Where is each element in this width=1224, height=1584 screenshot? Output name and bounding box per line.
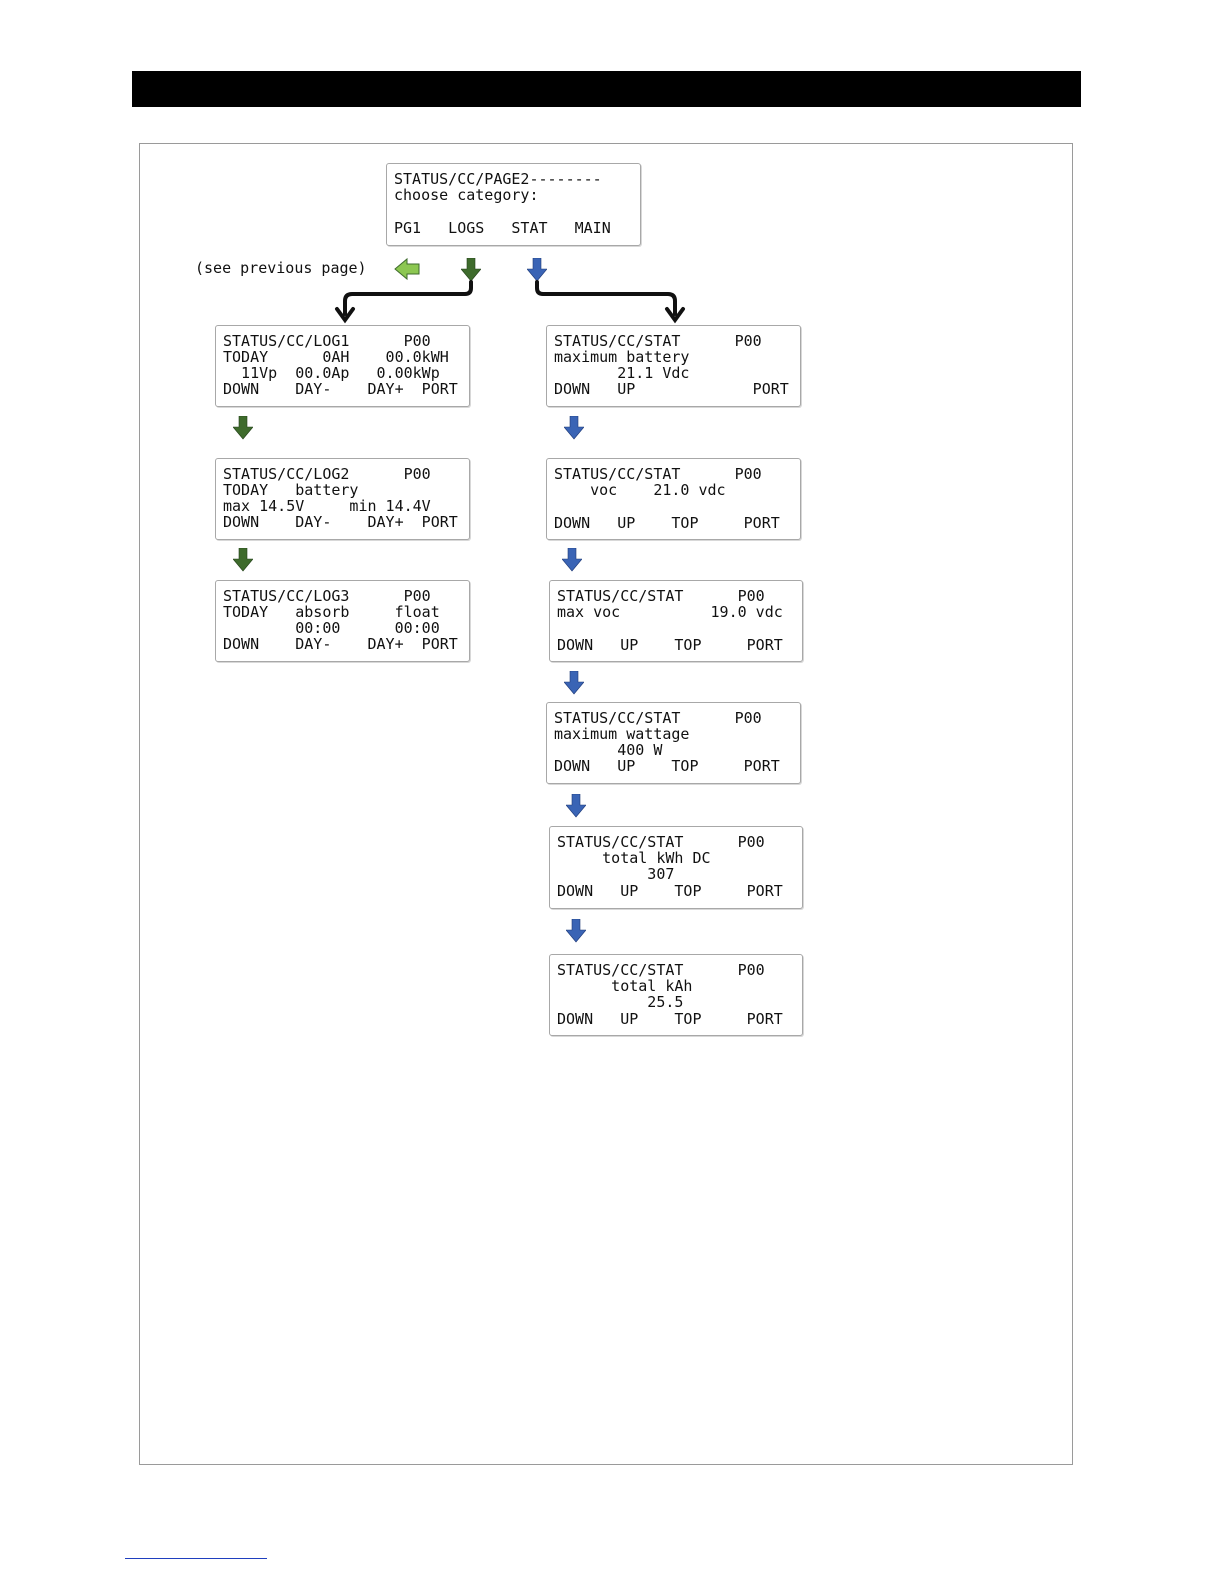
lcd-line: max voc 19.0 vdc	[557, 603, 783, 621]
curved-connector-arrow	[537, 282, 683, 320]
arrow-down-icon	[564, 671, 584, 694]
lcd-line: voc 21.0 vdc	[554, 481, 726, 499]
lcd-line: max 14.5V min 14.4V	[223, 497, 431, 515]
arrow-down-icon	[233, 548, 253, 571]
lcd-line: maximum wattage	[554, 725, 690, 743]
lcd-softkey-line: DOWN DAY- DAY+ PORT	[223, 380, 458, 398]
lcd-line: STATUS/CC/STAT P00	[554, 709, 762, 727]
lcd-line: STATUS/CC/PAGE2--------	[394, 170, 602, 188]
lcd-softkey-line: DOWN UP TOP PORT	[557, 636, 783, 654]
lcd-softkey-line: DOWN UP TOP PORT	[554, 514, 780, 532]
lcd-line: 00:00 00:00	[223, 619, 440, 637]
arrow-down-icon	[566, 919, 586, 942]
lcd-line: STATUS/CC/STAT P00	[557, 587, 765, 605]
lcd-softkey-line: DOWN UP TOP PORT	[554, 757, 780, 775]
arrow-down-icon	[562, 548, 582, 571]
lcd-softkey-line: DOWN DAY- DAY+ PORT	[223, 513, 458, 531]
lcd-line: 307	[557, 865, 675, 883]
arrow-down-icon	[461, 258, 481, 281]
lcd-line: TODAY absorb float	[223, 603, 440, 621]
footer-link-rule	[125, 1558, 267, 1559]
lcd-line: choose category:	[394, 186, 539, 204]
lcd-line: STATUS/CC/STAT P00	[557, 961, 765, 979]
lcd-softkey-line: DOWN UP TOP PORT	[557, 882, 783, 900]
arrow-left-icon	[395, 259, 419, 279]
lcd-line: TODAY 0AH 00.0kWH	[223, 348, 449, 366]
lcd-line: 400 W	[554, 741, 663, 759]
lcd-line: STATUS/CC/LOG1 P00	[223, 332, 431, 350]
lcd-line: total kWh DC	[557, 849, 711, 867]
lcd-line: STATUS/CC/STAT P00	[554, 332, 762, 350]
lcd-line: TODAY battery	[223, 481, 359, 499]
lcd-line: total kAh	[557, 977, 693, 995]
lcd-line: STATUS/CC/LOG2 P00	[223, 465, 431, 483]
arrow-down-icon	[564, 416, 584, 439]
arrow-down-icon	[527, 258, 547, 281]
lcd-line: 11Vp 00.0Ap 0.00kWp	[223, 364, 440, 382]
arrow-down-icon	[566, 794, 586, 817]
lcd-line: STATUS/CC/STAT P00	[557, 833, 765, 851]
lcd-line: 25.5	[557, 993, 684, 1011]
lcd-softkey-line: DOWN UP PORT	[554, 380, 789, 398]
lcd-line: 21.1 Vdc	[554, 364, 690, 382]
lcd-line: STATUS/CC/STAT P00	[554, 465, 762, 483]
lcd-softkey-line: DOWN DAY- DAY+ PORT	[223, 635, 458, 653]
lcd-softkey-line: PG1 LOGS STAT MAIN	[394, 219, 611, 237]
curved-connector-arrow	[337, 282, 471, 320]
lcd-line: STATUS/CC/LOG3 P00	[223, 587, 431, 605]
lcd-line: maximum battery	[554, 348, 690, 366]
see-previous-page-caption: (see previous page)	[195, 259, 367, 277]
arrow-down-icon	[233, 416, 253, 439]
lcd-softkey-line: DOWN UP TOP PORT	[557, 1010, 783, 1028]
